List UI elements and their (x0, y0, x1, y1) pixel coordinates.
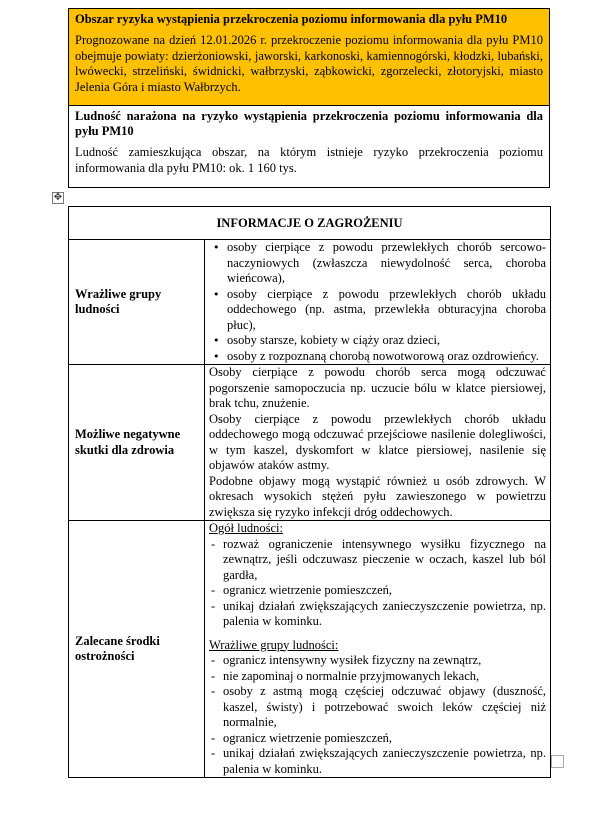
table-header-row (69, 207, 551, 240)
threat-info-table (68, 206, 551, 778)
list-item: - ogranicz intensywny wysiłek fizyczny na zewnątrz, (223, 653, 546, 669)
risk-area-box (68, 8, 550, 188)
health-effects-cell (205, 365, 551, 521)
list-item: - ogranicz wietrzenie pomieszczeń, (223, 583, 546, 599)
list-item: • osoby z rozpoznaną chorobą nowotworową oraz ozdrowieńcy. (227, 349, 546, 365)
precautions-cell (205, 521, 551, 778)
list-item: - rozważ ograniczenie intensywnego wysiłku fizycznego na zewnątrz, jeśli odczuwasz pieczenie w oczach, kaszel lub ból gardła, (223, 537, 546, 584)
list-item: - ogranicz wietrzenie pomieszczeń, (223, 731, 546, 747)
list-item: • osoby cierpiące z powodu przewlekłych chorób sercowo-naczyniowych (zwłaszcza niewydolność serca, choroba wieńcowa), (227, 240, 546, 287)
list-item: - nie zapominaj o normalnie przyjmowanych lekach, (223, 669, 546, 685)
exposed-population-text: Ludność zamieszkująca obszar, na którym istnieje ryzyko przekroczenia poziomu informowania dla pyłu PM10: ok. 1 160 tys. (75, 145, 543, 175)
risk-area-title: Obszar ryzyka wystąpienia przekroczenia poziomu informowania dla pyłu PM10 (75, 12, 508, 26)
vulnerable-population-heading: Wrażliwe grupy ludności: (209, 637, 339, 652)
health-effects-label: Możliwe negatywne skutki dla zdrowia (69, 365, 205, 521)
general-population-heading: Ogół ludności: (209, 521, 283, 535)
health-effects-paragraph: Podobne objawy mogą wystąpić również u osób zdrowych. W okresach wysokich stężeń pyłu zawieszonego w powietrzu zwiększa się ryzyko infekcji dróg oddechowych. (209, 473, 546, 519)
list-item: - unikaj działań zwiększających zanieczyszczenie powietrza, np. palenia w kominku. (223, 599, 546, 630)
table-row (69, 521, 551, 778)
exposed-population-section (69, 106, 549, 176)
precautions-label: Zalecane środki ostrożności (69, 521, 205, 778)
exposed-population-title: Ludność narażona na ryzyko wystąpienia przekroczenia poziomu informowania dla pyłu PM10 (75, 109, 543, 138)
vulnerable-groups-list (209, 240, 546, 364)
table-row (69, 365, 551, 521)
table-row (69, 240, 551, 365)
health-effects-paragraph: Osoby cierpiące z powodu chorób serca mogą odczuwać pogorszenie samopoczucia np. uczucie bólu w klatce piersiowej, brak tchu, znużenie. (209, 365, 546, 410)
list-item: • osoby starsze, kobiety w ciąży oraz dzieci, (227, 333, 546, 349)
list-item: • osoby cierpiące z powodu przewlekłych chorób układu oddechowego (np. astma, przewlekła obturacyjna choroba płuc), (227, 287, 546, 334)
risk-area-section (69, 9, 549, 106)
table-move-handle-icon[interactable]: ✥ (53, 192, 63, 203)
risk-area-text: Prognozowane na dzień 12.01.2026 r. przekroczenie poziomu informowania dla pyłu PM10 obejmuje powiaty: dzierżoniowski, jaworski, karkonoski, kamiennogórski, kłodzki, lubański, lwówecki, strzeliński, świdnicki, wałbrzyski, ząbkowicki, zgorzelecki, złotoryjski, miasto Jelenia Góra i miasto Wałbrzych. (75, 33, 543, 94)
health-effects-paragraph: Osoby cierpiące z powodu przewlekłych chorób układu oddechowego mogą odczuwać przejściowe nasilenie dolegliwości, w tym kaszel, dyskomfort w klatce piersiowej, nasilenie się objawów ataków astmy. (209, 411, 546, 472)
list-item: - unikaj działań zwiększających zanieczyszczenie powietrza, np. palenia w kominku. (223, 746, 546, 777)
vulnerable-groups-cell (205, 240, 551, 365)
general-population-list (209, 537, 546, 630)
table-resize-handle[interactable] (551, 755, 564, 768)
table-header: INFORMACJE O ZAGROŻENIU (69, 207, 551, 240)
vulnerable-population-list (209, 653, 546, 777)
list-item: - osoby z astmą mogą częściej odczuwać objawy (duszność, kaszel, świsty) i potrzebować swoich leków częściej niż normalnie, (223, 684, 546, 731)
vulnerable-groups-label: Wrażliwe grupy ludności (69, 240, 205, 365)
